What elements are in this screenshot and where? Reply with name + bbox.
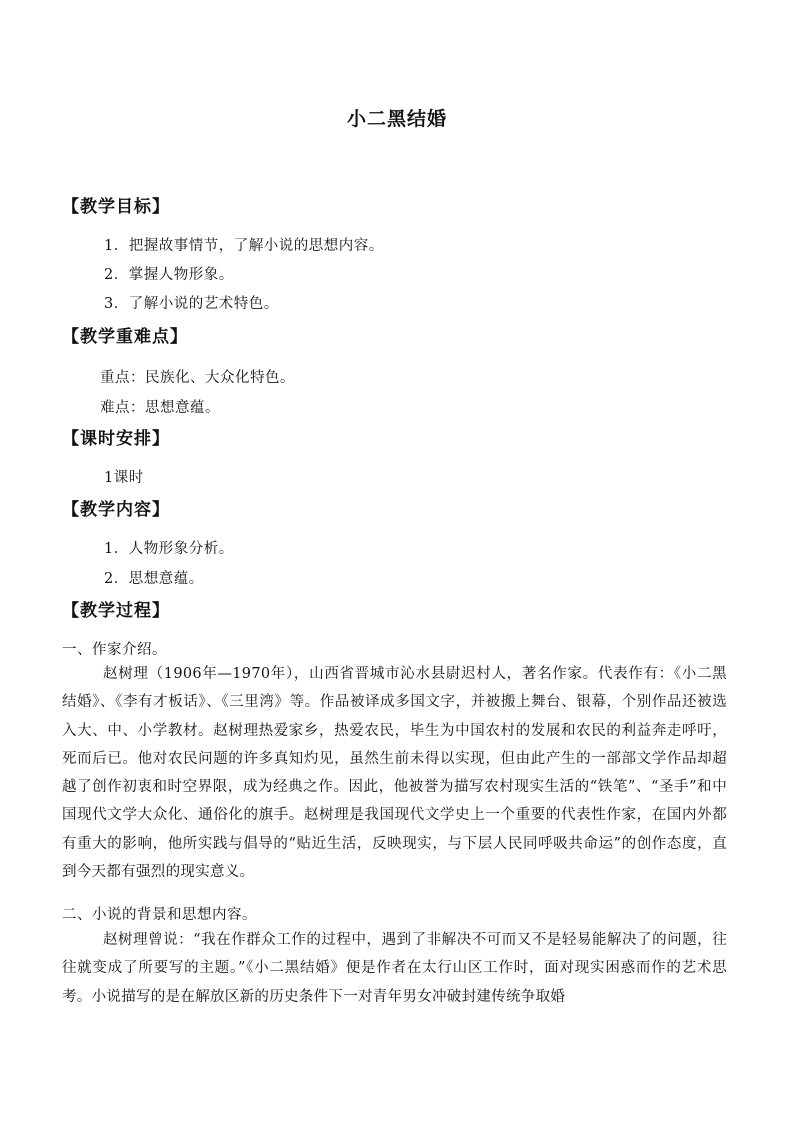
content-item: 2．思想意蕴。 xyxy=(104,571,204,587)
process-part2-title: 二、小说的背景和思想内容。 xyxy=(62,907,257,923)
key-point-item: 重点：民族化、大众化特色。 xyxy=(100,370,295,386)
heading-key-points: 【教学重难点】 xyxy=(62,327,188,347)
heading-content: 【教学内容】 xyxy=(62,500,170,520)
process-part1-title: 一、作家介绍。 xyxy=(62,642,167,658)
document-title: 小二黑结婚 xyxy=(346,108,447,130)
heading-objectives: 【教学目标】 xyxy=(62,197,170,217)
objective-item: 3．了解小说的艺术特色。 xyxy=(104,296,279,312)
process-part2-paragraph: 赵树理曾说：“我在作群众工作的过程中，遇到了非解决不可而又不是轻易能解决了的问题，往往就变成了所要写的主题。”《小二黑结婚》便是作者在太行山区工作时，面对现实困惑而作的艺术思考。小说描写的是在解放区新的历史条件下一对青年男女冲破封建传统争取婚 xyxy=(62,932,727,1005)
objective-item: 1．把握故事情节，了解小说的思想内容。 xyxy=(104,238,384,254)
content-item: 1．人物形象分析。 xyxy=(104,541,234,557)
heading-schedule: 【课时安排】 xyxy=(62,429,170,449)
heading-process: 【教学过程】 xyxy=(62,601,170,621)
key-point-item: 难点：思想意蕴。 xyxy=(100,400,220,416)
objective-item: 2．掌握人物形象。 xyxy=(104,267,234,283)
process-part1-paragraph: 赵树理（1906年—1970年），山西省晋城市沁水县尉迟村人，著名作家。代表作有：《小二黑结婚》、《李有才板话》、《三里湾》等。作品被译成多国文字，并被搬上舞台、银幕，个别作品还被选入大、中、小学教材。赵树理热爱家乡，热爱农民，毕生为中国农村的发展和农民的利益奔走呼吁，死而后已。他对农民问题的许多真知灼见，虽然生前未得以实现，但由此产生的一部部文学作品却超越了创作初衷和时空界限，成为经典之作。因此，他被誉为描写农村现实生活的“铁笔”、“圣手”和中国现代文学大众化、通俗化的旗手。赵树理是我国现代文学史上一个重要的代表性作家，在国内外都有重大的影响，他所实践与倡导的“贴近生活，反映现实，与下层人民同呼吸共命运”的创作态度，直到今天都有强烈的现实意义。 xyxy=(62,666,727,881)
schedule-text: 1课时 xyxy=(104,470,144,486)
